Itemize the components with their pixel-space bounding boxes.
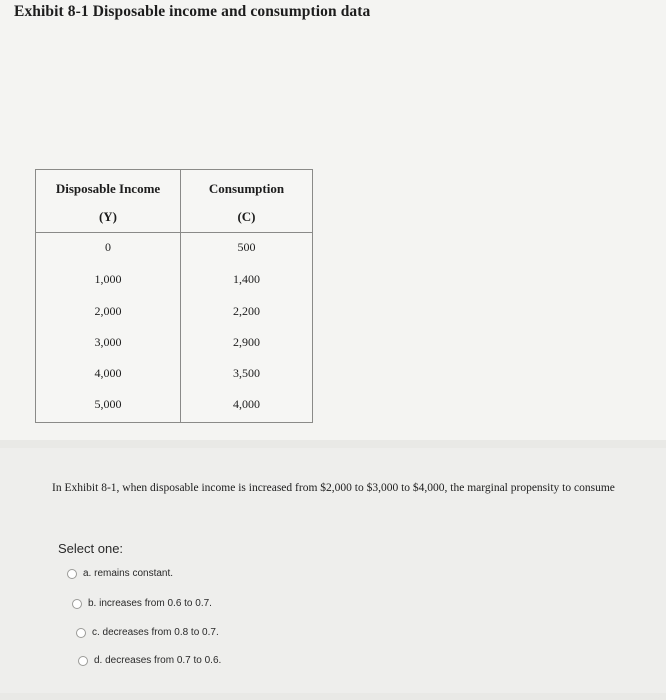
question-panel (0, 448, 666, 693)
table-cell-income: 2,000 (94, 304, 122, 318)
answer-option-label: a. remains constant. (83, 568, 174, 579)
table-cell-income: 0 (105, 240, 111, 254)
answer-option-a[interactable] (67, 568, 173, 579)
table-cell-consumption: 4,000 (233, 397, 260, 411)
table-header-consumption (181, 175, 312, 231)
answer-option-label: d. decreases from 0.7 to 0.6. (94, 655, 222, 666)
table-cell-consumption: 1,400 (233, 272, 260, 286)
header-line-2: (Y) (98, 209, 118, 224)
radio-button[interactable] (72, 599, 82, 609)
table-cell-income: 3,000 (94, 335, 122, 349)
exhibit-title: Exhibit 8-1 Disposable income and consumption data (14, 3, 371, 20)
radio-button[interactable] (76, 628, 86, 638)
select-one-label: Select one: (58, 541, 124, 556)
question-text: In Exhibit 8-1, when disposable income is increased from $2,000 to $3,000 to $4,000, the marginal propensity to consume (52, 482, 615, 494)
answer-option-c[interactable] (76, 627, 219, 638)
radio-button[interactable] (78, 656, 88, 666)
radio-button[interactable] (67, 569, 77, 579)
table-header-disposable-income (36, 175, 180, 231)
table-cell-consumption: 500 (237, 240, 256, 254)
table-cell-income: 1,000 (94, 272, 122, 286)
table-header-divider (36, 232, 312, 233)
header-line-1: Consumption (208, 181, 285, 196)
header-line-1: Disposable Income (55, 181, 161, 196)
answer-option-label: b. increases from 0.6 to 0.7. (88, 598, 212, 609)
table-cell-income: 5,000 (94, 397, 122, 411)
answer-option-label: c. decreases from 0.8 to 0.7. (92, 627, 219, 638)
income-consumption-table (35, 169, 313, 423)
answer-option-d[interactable] (78, 655, 221, 666)
header-line-2: (C) (237, 209, 256, 224)
table-cell-consumption: 2,200 (233, 304, 260, 318)
answer-option-b[interactable] (72, 598, 212, 609)
table-cell-consumption: 3,500 (233, 366, 260, 380)
table-cell-income: 4,000 (94, 366, 122, 380)
table-cell-consumption: 2,900 (233, 335, 260, 349)
